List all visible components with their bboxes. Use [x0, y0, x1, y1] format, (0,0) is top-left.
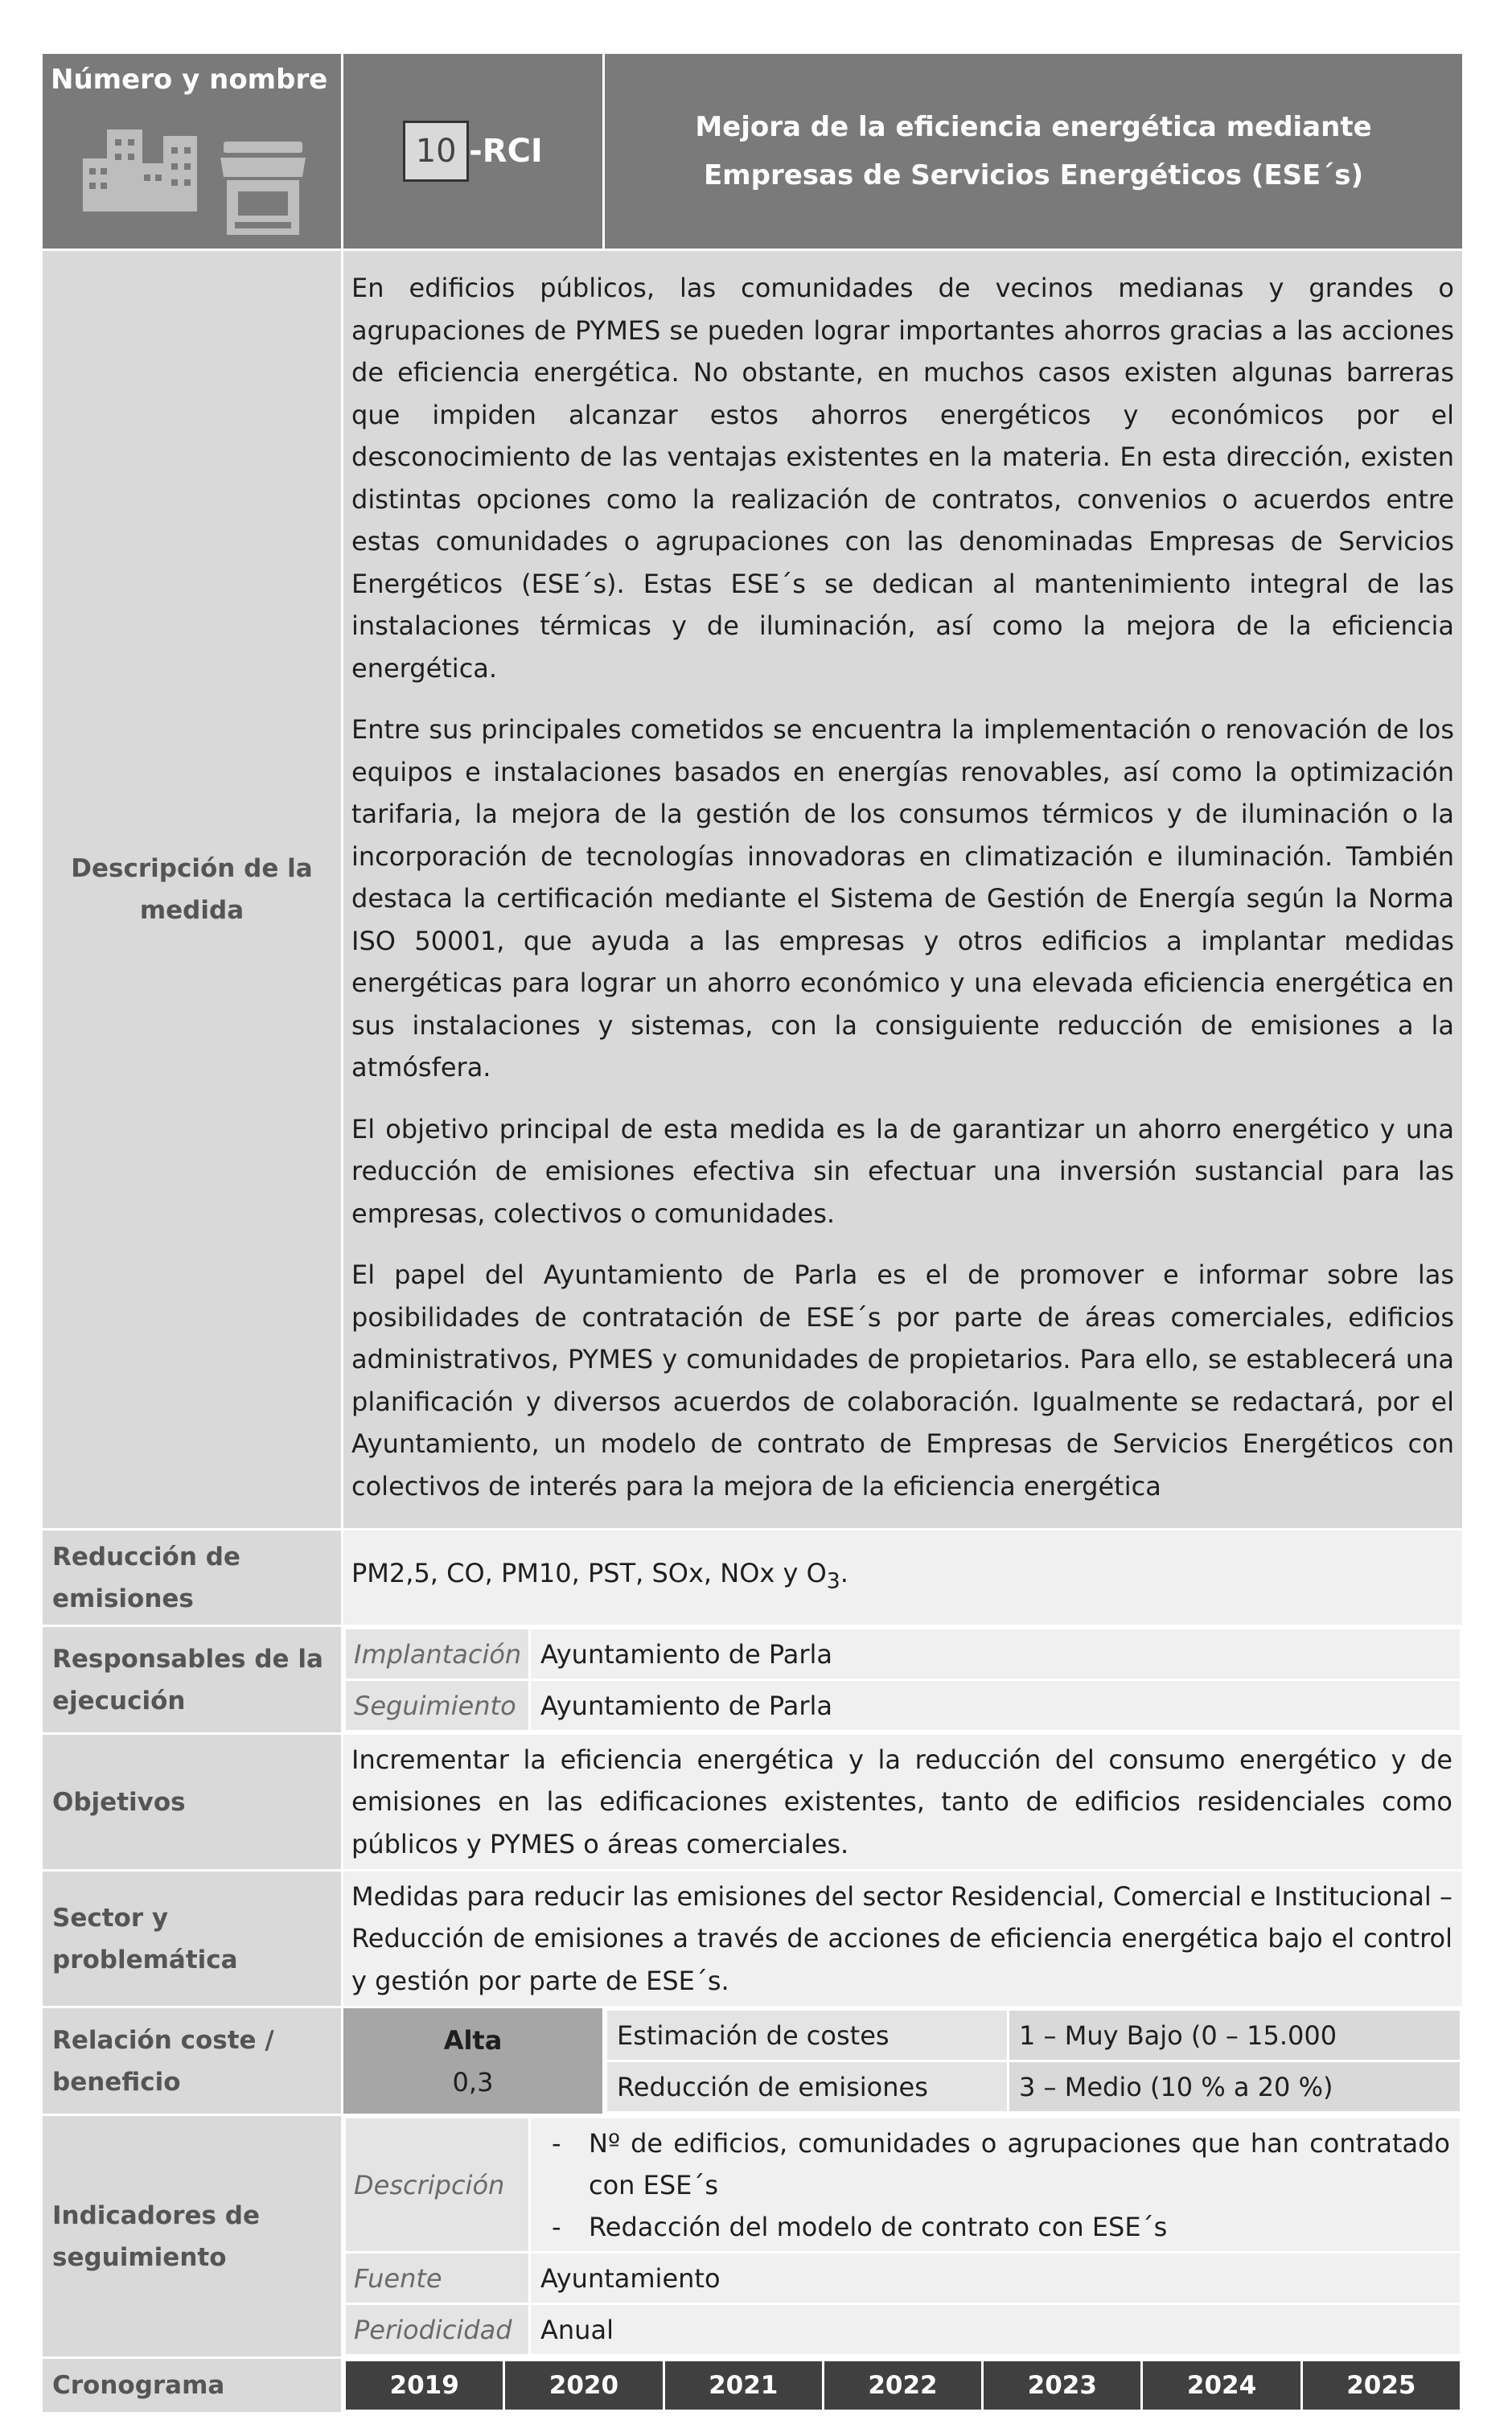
cronograma-row: [42, 2358, 1464, 2414]
list-item: - Redacción del modelo de contrato con ESE´s: [540, 2206, 1450, 2248]
descripcion-paragraph: El papel del Ayuntamiento de Parla es el de promover e informar sobre las posibilidades de contratación de ESE´s por parte de áreas comerciales, edificios administrativos, PYMES y comunidades de propietarios. Para ello, se establecerá una planificación y diversos acuerdos de colaboración. Igualmente se redactará, por el Ayuntamiento, un modelo de contrato de Empresas de Servicios Energéticos con colectivos de interés para la mejora de la eficiencia energética: [351, 1259, 1454, 1502]
year-cell-2019: 2019: [345, 2361, 504, 2411]
indicadores-content: [343, 2115, 1464, 2358]
descripcion-paragraph: El objetivo principal de esta medida es la de garantizar un ahorro energético y una reducción de emisiones efectiva sin efectuar una inversión sustancial para las empresas, colectivos o comunidades.: [351, 1113, 1454, 1229]
reduccion-emisiones-value: 3 – Medio (10 % a 20 %): [1009, 2061, 1461, 2113]
relacion-label: Relación coste / beneficio: [42, 2007, 343, 2115]
descripcion-row: [42, 250, 1464, 1530]
fuente-key: Fuente: [345, 2253, 530, 2304]
year-table: [343, 2359, 1462, 2412]
responsables-item: [345, 1680, 1461, 1732]
descripcion-key: Descripción: [345, 2118, 530, 2253]
relacion-rating: Alta: [443, 2024, 503, 2056]
estimacion-costes-value: 1 – Muy Bajo (0 – 15.000: [1009, 2010, 1461, 2061]
periodicidad-key: Periodicidad: [345, 2304, 530, 2356]
responsables-content: [343, 1626, 1464, 1734]
list-item: - Nº de edificios, comunidades o agrupaciones que han contratado con ESE´s: [540, 2122, 1450, 2206]
sector-label: Sector y problemática: [42, 1871, 343, 2007]
year-row: [345, 2361, 1461, 2411]
storefront-icon: [219, 142, 307, 238]
descripcion-paragraph: En edificios públicos, las comunidades de vecinos medianas y grandes o agrupaciones de PYMES se pueden lograr importantes ahorros gracias a las acciones de eficiencia energética. No obstante, en muchos casos existen algunas barreras que impiden alcanzar estos ahorros energéticos y económicos por el desconocimiento de las ventajas existentes en la materia. En esta dirección, existen distintas opciones como la realización de contratos, convenios o acuerdos entre estas comunidades o agrupaciones con las denominadas Empresas de Servicios Energéticos (ESE´s). Estas ESE´s se dedican al mantenimiento integral de las instalaciones térmicas y de iluminación, así como la mejora de la eficiencia energética.: [351, 273, 1454, 684]
relacion-rating-cell: [343, 2007, 604, 2115]
code-number: 10: [403, 121, 469, 182]
responsables-label: Responsables de la ejecución: [42, 1626, 343, 1734]
year-cell-2021: 2021: [664, 2361, 823, 2411]
responsables-row: [42, 1626, 1464, 1734]
year-cell-2025: 2025: [1301, 2361, 1461, 2411]
reduccion-value: [343, 1530, 1464, 1626]
year-cell-2020: 2020: [504, 2361, 664, 2411]
estimacion-costes-key: Estimación de costes: [606, 2010, 1009, 2061]
fuente-value: Ayuntamiento: [530, 2253, 1461, 2304]
relacion-details: [604, 2007, 1464, 2115]
reduccion-row: [42, 1530, 1464, 1626]
implantacion-value: Ayuntamiento de Parla: [530, 1629, 1461, 1680]
descripcion-content: [343, 250, 1464, 1530]
cronograma-years: [343, 2358, 1464, 2414]
descripcion-label: Descripción de la medida: [42, 250, 343, 1530]
relacion-table: [605, 2008, 1462, 2114]
responsables-item: [345, 1629, 1461, 1680]
responsables-table: [343, 1627, 1462, 1732]
indicadores-table: [343, 2116, 1462, 2356]
sector-value: Medidas para reducir las emisiones del sector Residencial, Comercial e Institucional – Reducción de emisiones a través de acciones de eficiencia energética bajo el control y gestión por parte de ESE´s.: [343, 1871, 1464, 2007]
reduccion-label: Reducción de emisiones: [42, 1530, 343, 1626]
indicadores-label: Indicadores de seguimiento: [42, 2115, 343, 2358]
indicadores-item: [345, 2118, 1461, 2253]
objetivos-row: [42, 1734, 1464, 1871]
indicator-list: [540, 2122, 1450, 2248]
reduccion-value-sub: 3: [826, 1568, 840, 1594]
cronograma-label: Cronograma: [42, 2358, 343, 2414]
descripcion-items: [530, 2118, 1461, 2253]
indicadores-item: [345, 2253, 1461, 2304]
header-label: Número y nombre: [51, 64, 328, 96]
measure-sheet: [40, 51, 1462, 2414]
header-code-cell: [343, 53, 604, 250]
periodicidad-value: Anual: [530, 2304, 1461, 2356]
measure-table: [40, 51, 1465, 2414]
indicadores-row: [42, 2115, 1464, 2358]
relacion-ratio: 0,3: [452, 2066, 494, 2098]
descripcion-paragraph: Entre sus principales cometidos se encuentra la implementación o renovación de los equipos e instalaciones basados en energías renovables, así como la optimización tarifaria, la mejora de la gestión de los consumos térmicos y de iluminación o la incorporación de tecnologías innovadoras en climatización e iluminación. También destaca la certificación mediante el Sistema de Gestión de Energía según la Norma ISO 50001, que ayuda a las empresas y otros edificios a implantar medidas energéticas para lograr un ahorro económico y una elevada eficiencia energética en sus instalaciones y sistemas, con la consiguiente reducción de emisiones a la atmósfera.: [351, 714, 1454, 1083]
sector-row: [42, 1871, 1464, 2007]
year-cell-2024: 2024: [1142, 2361, 1301, 2411]
reduccion-value-end: .: [840, 1558, 848, 1589]
reduccion-emisiones-key: Reducción de emisiones: [606, 2061, 1009, 2113]
reduccion-value-main: PM2,5, CO, PM10, PST, SOx, NOx y O: [351, 1558, 827, 1589]
measure-title: Mejora de la eficiencia energética mediante Empresas de Servicios Energéticos (ESE´s): [604, 53, 1464, 250]
objetivos-value: Incrementar la eficiencia energética y la reducción del consumo energético y de emisiones en las edificaciones existentes, tanto de edificios residenciales como públicos y PYMES o áreas comerciales.: [343, 1734, 1464, 1871]
indicadores-item: [345, 2304, 1461, 2356]
year-cell-2023: 2023: [983, 2361, 1142, 2411]
seguimiento-key: Seguimiento: [345, 1680, 530, 1732]
relacion-item: [606, 2061, 1461, 2113]
relacion-row: [42, 2007, 1464, 2115]
implantacion-key: Implantación: [345, 1629, 530, 1680]
year-cell-2022: 2022: [823, 2361, 982, 2411]
objetivos-label: Objetivos: [42, 1734, 343, 1871]
relacion-item: [606, 2010, 1461, 2061]
seguimiento-value: Ayuntamiento de Parla: [530, 1680, 1461, 1732]
code-suffix: -RCI: [469, 133, 543, 170]
